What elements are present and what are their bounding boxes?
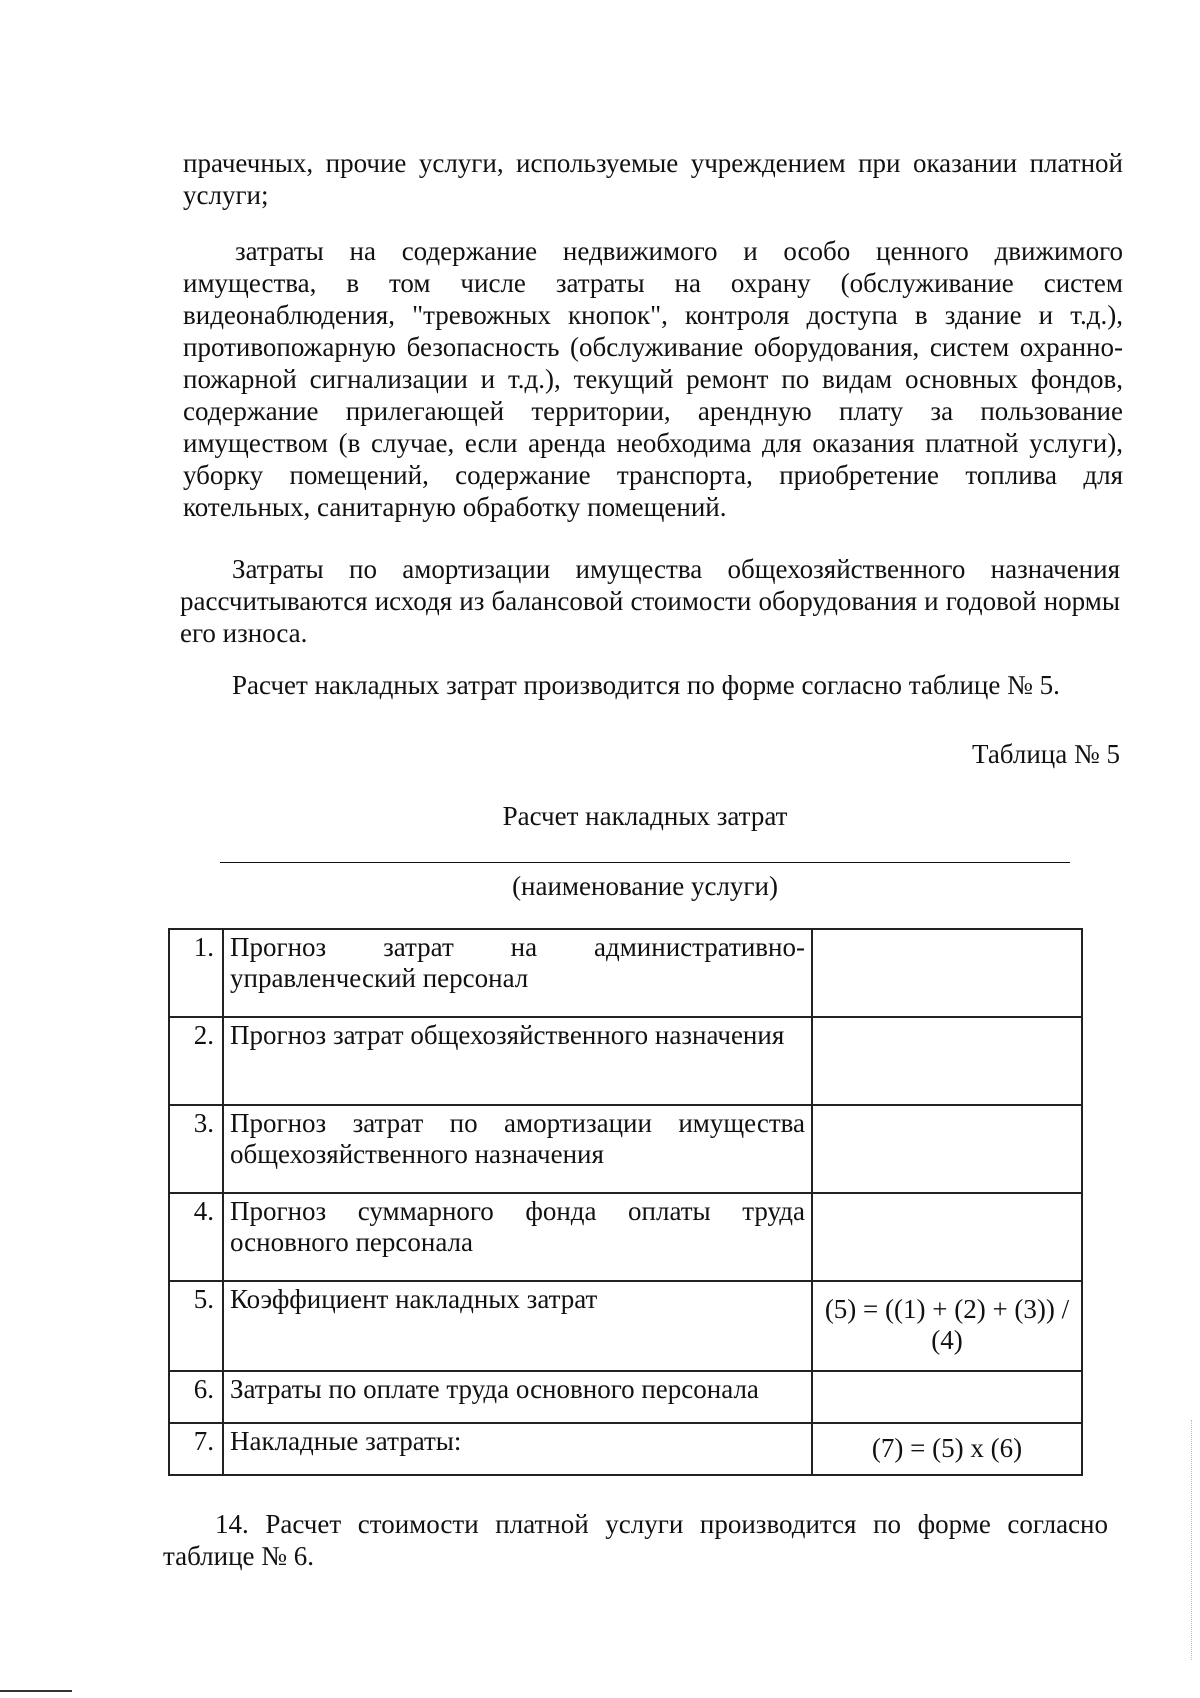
row-value bbox=[812, 1105, 1082, 1193]
row-value: (7) = (5) x (6) bbox=[812, 1423, 1082, 1475]
table-row bbox=[169, 929, 1082, 1017]
row-value bbox=[812, 1371, 1082, 1423]
table-row bbox=[169, 1281, 1082, 1371]
service-name-hint: (наименование услуги) bbox=[512, 871, 778, 901]
row-value bbox=[812, 1193, 1082, 1281]
scan-edge-mark bbox=[0, 1690, 72, 1692]
paragraph-depreciation: Затраты по амортизации имущества общехозяйственного назначения рассчитываются исходя из балансовой стоимости оборудования и годовой нормы его износа. bbox=[180, 554, 1120, 648]
row-number: 3. bbox=[169, 1105, 223, 1193]
paragraph-property-maintenance: затраты на содержание недвижимого и особо ценного движимого имущества, в том числе затраты на охрану (обслуживание систем видеонаблюдения, "тревожных кнопок", контроля доступа в здание и т.д.), противопожарную безопасность (обслуживание оборудования, систем охранно-пожарной сигнализации и т.д.), текущий ремонт по видам основных фондов, содержание прилегающей территории, арендную плату за пользование имуществом (в случае, если аренда необходима для оказания платной услуги), уборку помещений, содержание транспорта, приобретение топлива для котельных, санитарную обработку помещений. bbox=[183, 236, 1123, 522]
paragraph-paid-service-cost: 14. Расчет стоимости платной услуги производится по форме согласно таблице № 6. bbox=[163, 1509, 1108, 1571]
paragraph-laundry-services: прачечных, прочие услуги, используемые учреждением при оказании платной услуги; bbox=[183, 148, 1123, 210]
row-number: 4. bbox=[169, 1193, 223, 1281]
table-row bbox=[169, 1423, 1082, 1475]
row-number: 5. bbox=[169, 1281, 223, 1371]
row-name: Затраты по оплате труда основного персонала bbox=[223, 1371, 812, 1423]
row-name: Прогноз суммарного фонда оплаты труда основного персонала bbox=[223, 1193, 812, 1281]
row-value bbox=[812, 1017, 1082, 1105]
row-name: Накладные затраты: bbox=[223, 1423, 812, 1475]
table-row bbox=[169, 1017, 1082, 1105]
table-row bbox=[169, 1371, 1082, 1423]
table-row bbox=[169, 1193, 1082, 1281]
row-value bbox=[812, 929, 1082, 1017]
table-caption: Таблица № 5 bbox=[972, 739, 1120, 769]
row-number: 7. bbox=[169, 1423, 223, 1475]
table-title: Расчет накладных затрат bbox=[502, 801, 788, 831]
paragraph-overhead-calc-reference: Расчет накладных затрат производится по форме согласно таблице № 5. bbox=[232, 670, 1060, 700]
table-row bbox=[169, 1105, 1082, 1193]
row-value: (5) = ((1) + (2) + (3)) / (4) bbox=[812, 1281, 1082, 1371]
row-name: Прогноз затрат общехозяйственного назначения bbox=[223, 1017, 812, 1105]
overhead-calculation-table bbox=[168, 928, 1083, 1476]
service-name-blank-line bbox=[220, 862, 1070, 863]
row-number: 6. bbox=[169, 1371, 223, 1423]
row-number: 2. bbox=[169, 1017, 223, 1105]
row-name: Прогноз затрат по амортизации имущества общехозяйственного назначения bbox=[223, 1105, 812, 1193]
row-number: 1. bbox=[169, 929, 223, 1017]
scan-edge-speckle bbox=[1191, 1420, 1192, 1660]
row-name: Коэффициент накладных затрат bbox=[223, 1281, 812, 1371]
row-name: Прогноз затрат на административно-управленческий персонал bbox=[223, 929, 812, 1017]
